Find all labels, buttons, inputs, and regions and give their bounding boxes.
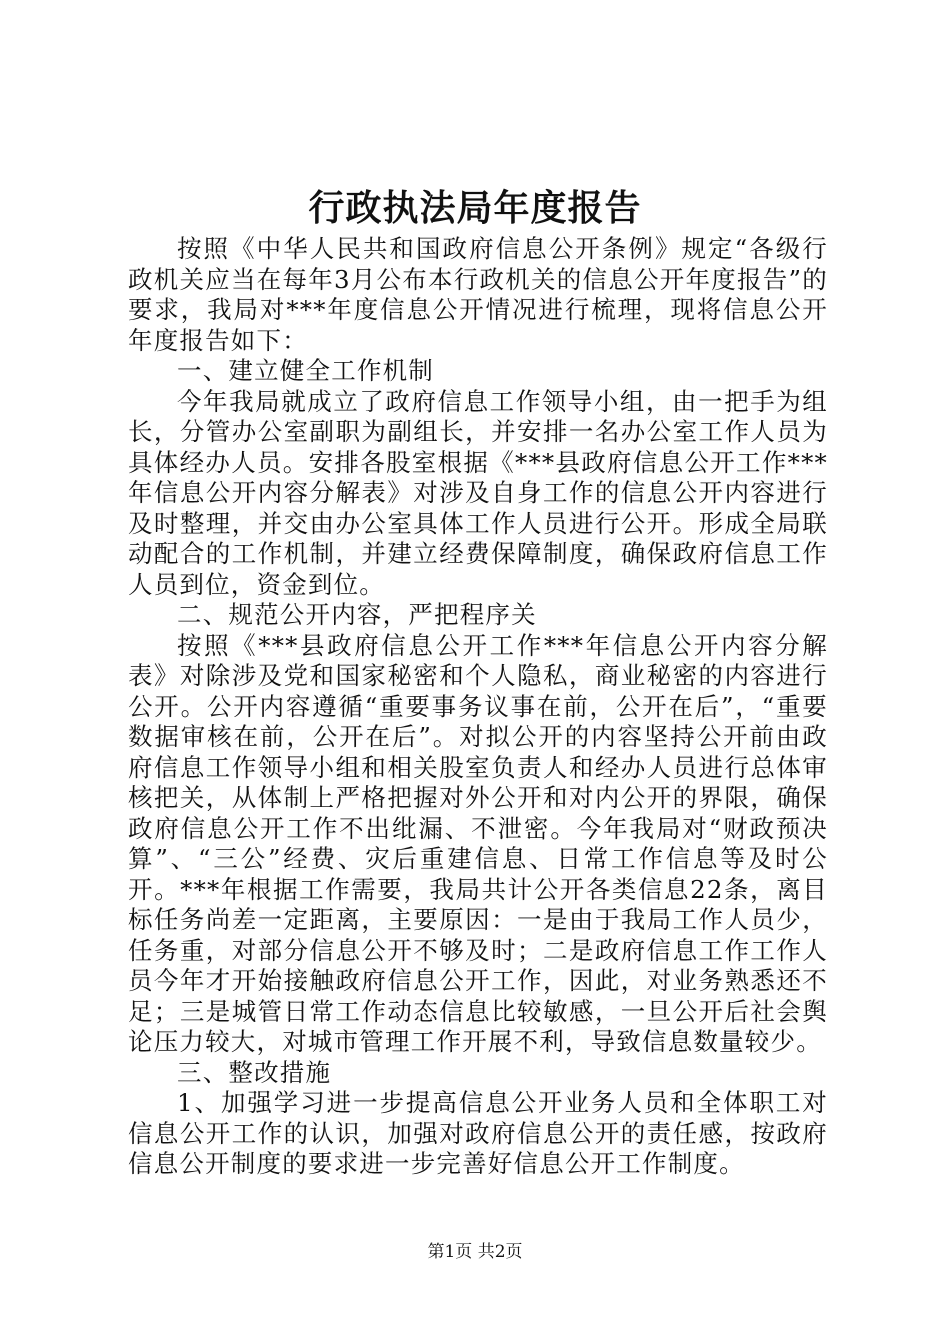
document-title: 行政执法局年度报告: [308, 187, 642, 229]
paragraph-intro: 按照《中华人民共和国政府信息公开条例》规定“各级行政机关应当在每年3月公布本行政机关的信息公开年度报告”的要求，我局对***年度信息公开情况进行梳理，现将信息公开年度报告如下：: [128, 234, 828, 355]
paragraph-section-2: 按照《***县政府信息公开工作***年信息公开内容分解表》对除涉及党和国家秘密和个人隐私，商业秘密的内容进行公开。公开内容遵循“重要事务议事在前，公开在后”，“重要数据审核在前，公开在后”。对拟公开的内容坚持公开前由政府信息工作领导小组和相关股室负责人和经办人员进行总体审核把关，从体制上严格把握对外公开和对内公开的界限，确保政府信息公开工作不出纰漏、不泄密。今年我局对“财政预决算”、“三公”经费、灾后重建信息、日常工作信息等及时公开。***年根据工作需要，我局共计公开各类信息22条，离目标任务尚差一定距离，主要原因：一是由于我局工作人员少，任务重，对部分信息公开不够及时；二是政府信息工作工作人员今年才开始接触政府信息公开工作，因此，对业务熟悉还不足；三是城管日常工作动态信息比较敏感，一旦公开后社会舆论压力较大，对城市管理工作开展不利，导致信息数量较少。: [128, 630, 828, 1056]
document-body: [128, 234, 828, 1180]
section-heading-3: 三、整改措施: [177, 1057, 332, 1087]
paragraph-section-3-item-1: 1、加强学习进一步提高信息公开业务人员和全体职工对信息公开工作的认识，加强对政府信息公开的责任感，按政府信息公开制度的要求进一步完善好信息公开工作制度。: [128, 1088, 828, 1178]
page-footer: 第1页 共2页: [427, 1242, 523, 1262]
paragraph-section-1: 今年我局就成立了政府信息工作领导小组，由一把手为组长，分管办公室副职为副组长，并安排一名办公室工作人员为具体经办人员。安排各股室根据《***县政府信息公开工作***年信息公开内容分解表》对涉及自身工作的信息公开内容进行及时整理，并交由办公室具体工作人员进行公开。形成全局联动配合的工作机制，并建立经费保障制度，确保政府信息工作人员到位，资金到位。: [128, 386, 828, 599]
section-heading-1: 一、建立健全工作机制: [177, 356, 434, 385]
section-heading-2: 二、规范公开内容，严把程序关: [177, 600, 537, 629]
